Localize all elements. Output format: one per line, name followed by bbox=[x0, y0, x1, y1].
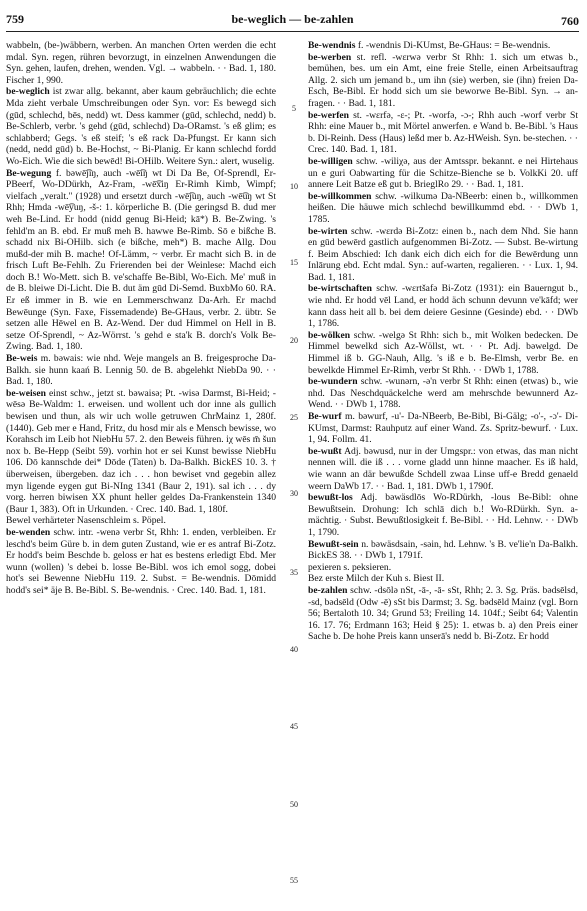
entry-body: schw. intr. -wenə verbr St, Rhh: 1. enden, verbleiben. Er leschd's beim Güre b. in dem guten Zustand, wie er es antraf Bi-Zotz. Er hodd's beim Beschde b. geloss er hat es bestens erledigt Ebd. Mer wunn (wollen) 's debei b. losse Be-Bibl. wos ich emol sogg, dobei hot's sei Bewenne NiebHu 119. 2. Subst. = Be-wendnis. Dōmidd hodd's sei* äje B. Be-Bibl. S. Be-wendnis. · Crec. 140. Bad. 1, 181. bbox=[6, 526, 279, 596]
line-number: 20 bbox=[290, 336, 298, 345]
dictionary-entry bbox=[308, 492, 581, 538]
line-number: 10 bbox=[290, 182, 298, 191]
entry-headword: Be-wegung bbox=[6, 167, 52, 179]
entry-body: f. bəwē͡jiŋ, auch -wē͡iŋ wt Di Da Be, Of-Sprendl, Er-PBeerf, Wo-DDürkh, Az-Fram, -wē͡xiŋ Er-Rimh Kimb, Wimpf; vielfach „veralt." (1928) und ersetzt durch -wē͡juŋ, auch -wē͡uŋ wt St Rhh; Hmda -wē͡yuŋ, -š-: 1. körperliche B. (Die geringsd B. dud mer weh Be-Lind. Er hodd (nidd genug Bi-Heid; kā*) B. Be-Zwing. 's fehld'm an B. ebd. Er muß meh B. hawwe Be-Rimb. Sō e bißche B. schadd nix Bi-OHilb. sich (e bißche, meh*) B. mache Allg. Dou mußd-der mih B. mache! Of-Lämm, ~ verbr. Er macht sich B. in de frisch Luft Be-Fehlh. Zu Frierenden bei der Weinlese: Machd eich doch B.! Wo-Mett. sich B. ve'schaffe Be-Bibl, Wo-Eich. Me' muß in de B. bleiwe Di-Licht. Die B. dut äm gūd Di-Semd. BuxbMo 60. RA. Er eß immer in B. wie en Lemmerschwanz Da-Arh. Er machd Bewēunge (Syn. Faxe, Fissemadende) Be-GHaus, verbr. 2. übtr. Se setzen alle Hēwel en B. Az-Wend. Der dud Himmel on Hell in B. setze Of-Sprendl, ~ Az-Wörrst. 's gehd e sta'k B. dorch's Volk Be-Zwing. Bad. 1, 180. bbox=[6, 167, 279, 353]
dictionary-entry bbox=[308, 329, 581, 376]
page-header bbox=[6, 12, 579, 28]
entry-body: schw. -wɛrtšafə Bi-Zotz (1931): ein Bauerngut b., wie nhd. Er hodd vēl Land, er hodd äch schunn devunn ve'kāfd; wer kann dass heit all b. bei dem deiere Gesinne (Gesinde) ebd. · · DWb 1, 1786. bbox=[308, 283, 581, 330]
entry-body: m. bəwurf, -u'- Da-NBeerb, Be-Bibl, Bi-Gälg; -o'-, -ɔ'- Di-KUmst, Darmst: Rauhputz auf einer Wand. Zs. Spritz-bewurf. · Lux. 1, 94. Follm. 41. bbox=[308, 411, 581, 446]
entry-body: m. bəwais: wie nhd. Weje mangels an B. freigesproche Da-Balkh. sie hunn kaań B. Lennig 50. de B. abgelehkt NiebDa 90. · · Bad. 1, 180. bbox=[6, 353, 279, 388]
left-column bbox=[6, 40, 279, 906]
dictionary-entry bbox=[308, 376, 581, 411]
entry-body: schw. -dsōlə nSt, -ā-, -ā- sSt, Rhh; 2. 3. Sg. Präs. bədsēlsd, -sd, bədsēld (Odw -ē) sSt bis Darmst; 3. Sg. bədsēld Mainz (vgl. Born 56; Bertaloth 10. 34; Grund 53; Freiling 14. 104f.; Seibt 64; Valentin 16. 17. 76; Erdmann 163; Heid § 25): 1. etwas b. a) den Preis einer Sache b. De hohe Preis kann unserā's nedd b. Bi-Zotz. Er hodd bbox=[308, 584, 581, 643]
dictionary-entry bbox=[6, 86, 279, 167]
right-column bbox=[308, 40, 581, 906]
line-number: 50 bbox=[290, 800, 298, 809]
entry-headword: Bewußt-sein bbox=[308, 538, 359, 550]
entry-headword: Be-wendnis bbox=[308, 40, 356, 51]
dictionary-entry bbox=[6, 40, 279, 86]
dictionary-entry bbox=[6, 515, 276, 527]
entry-body: wabbeln, (be-)wäbbern, werben. An manchen Orten werden die echt mdal. Syn. regen, rühren bevorzugt, in einzelnen Anwendungen die Syn. gehen, laufen, drehen, wenden. Vgl. → wabbeln. · · Bad. 1, 180. Fischer 1, 990. bbox=[6, 40, 279, 86]
entry-body: schw. -wɛrdə Bi-Zotz: einen b., nach dem Nhd. Sie hann en gūd bewērd gastlich aufgenommen Bi-Zotz. — Subst. Be-wirtung f. Beim Abschied: Ich dank eich dich eich for die Bewērdung unn Inlārung ebd. Echt mdal. Syn.: auf-warten, regalieren. · · Lux. 1, 94. Bad. 1, 181. bbox=[308, 225, 581, 283]
entry-body: Bez erste Milch der Kuh s. Biest II. bbox=[308, 573, 445, 585]
dictionary-entry bbox=[308, 538, 581, 562]
dictionary-entry bbox=[308, 40, 578, 52]
entry-headword: bewußt-los bbox=[308, 492, 353, 504]
dictionary-entry bbox=[308, 51, 581, 110]
dictionary-entry bbox=[6, 353, 279, 388]
entry-body: ist zwar allg. bekannt, aber kaum gebräuchlich; die echte Mda zieht verbale Umschreibungen oder Syn. vor: Es bewegd sich (gūd, schlechd, bēs, nedd) wt. Dess kammer (gūd, schlechd, nedd) b. Be-Schlerb, verbr. 's gehd (gūd, schlechd) Da-ORamst. 's eß glim; es schlabberd; Gegs. 's eß steif; 's eß rack Da-Pfungst. Er kann sich (nedd, nedd gūd) b. Be-Hochst, ~ Bi-Planig. Er kann schlechd fordd Wo-Eich. Wie die sich bewēd! Bi-OHilb. Weitere Syn.: alert, wuselig. bbox=[6, 86, 279, 167]
dictionary-entry bbox=[308, 411, 581, 446]
page-number-right: 760 bbox=[561, 14, 579, 28]
entry-body: pexieren s. peksieren. bbox=[308, 561, 392, 573]
entry-headword: be-weglich bbox=[6, 86, 50, 98]
dictionary-entry bbox=[6, 167, 279, 354]
entry-body: st. refl. -wɛrwə verbr St Rhh: 1. sich um etwas b., bemühen, bes. um ein Amt, eine freie Stelle, einen Arbeitsauftrag Allg. 2. sich um jemand b., um ihn (sie) werben, sie (ihn) freien Da-Esch, Be-Bibl. Er hodd sich um sie beworwe Be-Bibl. Syn. → an-fragen. · · Bad. 1, 181. bbox=[308, 51, 581, 109]
entry-body: schw. -wunərn, -ə'n verbr St Rhh: einen (etwas) b., wie nhd. Das Neschdquäckelche werd am mehrschde bewunnerd Az-Wend. · · DWb 1, 1788. bbox=[308, 376, 581, 411]
entry-body: f. -wendnis Di-KUmst, Be-GHaus: = Be-wendnis. bbox=[355, 40, 551, 51]
entry-headword: be-wölken bbox=[308, 329, 351, 341]
entry-headword: Be-weis bbox=[6, 353, 38, 365]
entry-headword: Be-wurf bbox=[308, 411, 342, 422]
header-rule bbox=[6, 31, 579, 32]
page-number-left: 759 bbox=[6, 12, 24, 26]
entry-headword: be-willkommen bbox=[308, 190, 372, 202]
entry-body: Adj. bəwusd, nur in der Umgspr.: von etwas, das man nicht nennen will. die iß . . . vorne gladd unn hinne maacher. Es iß hald, wie wann an där bewußde Schdell zwaa Linse uff-e Bredd genaeld weern DaWb 17. · · Bad. 1, 181. DWb 1, 1790f. bbox=[308, 445, 581, 492]
dictionary-entry bbox=[308, 573, 578, 585]
line-number: 40 bbox=[290, 645, 298, 654]
entry-headword: be-wenden bbox=[6, 526, 51, 538]
line-number: 35 bbox=[290, 568, 298, 577]
line-number: 30 bbox=[290, 489, 298, 498]
entry-headword: be-willigen bbox=[308, 155, 353, 167]
dictionary-entry bbox=[308, 225, 581, 284]
dictionary-entry bbox=[308, 283, 581, 330]
dictionary-entry bbox=[308, 584, 581, 643]
entry-body: Bewel verhärteter Nasenschleim s. Pöpel. bbox=[6, 515, 166, 527]
entry-headword: be-wirtschaften bbox=[308, 283, 372, 295]
dictionary-entry bbox=[308, 155, 581, 191]
entry-headword: be-zahlen bbox=[308, 584, 348, 596]
dictionary-entry bbox=[6, 387, 279, 516]
entry-body: schw. -welgə St Rhh: sich b., mit Wolken bedecken. De Himmel bewelkd sich Az-Wöllst, wt. · · Pt. Adj. bəwelgd. De Himmel iß b. GG-Nauh, Allg. 's iß e b. Be-Elmsh, verbr Be. en bewelkde Himmel Er-Rimh, verbr St Rhh. · · DWb 1, 1788. bbox=[308, 329, 581, 376]
dictionary-entry bbox=[308, 109, 581, 156]
entry-headword: be-werfen bbox=[308, 109, 350, 121]
entry-headword: be-wundern bbox=[308, 376, 358, 388]
entry-headword: be-wußt bbox=[308, 445, 342, 457]
entry-headword: be-weisen bbox=[6, 387, 46, 399]
entry-body: Adj. bəwäsdlōs Wo-RDürkh, -lous Be-Bibl: ohne Bewußtsein. Drohung: Ich schlā dich b.! Wo-RDürkh. Syn. a-mächtig. · Subst. Bewußtlosigkeit f. Be-Bibl. · · Hd. Lehnw. · · DWb 1, 1790. bbox=[308, 492, 581, 538]
entry-body: einst schw., jetzt st. bəwaisə; Pt. -wisə Darmst, Bi-Heid; -wēsə Be-Waldm: 1. erweisen. und wollent uch dor inne als gullich bewisen und thun, als wir uch wolle getruwen ChrMainz 1, 280f. (1440). Geb mer e Hand, Fritz, du hosd mir als e Mensch bewisse, wo Korahsch im Leib hot NiebHu 57. 2. den Beweis führen. iχ wēs m̄ šun nox b. Be-Hepp (Seibt 59). vorhin hot er sei Kunst bewisse NiebHu 106. Dō kannschde dei* Dōde (Taten) b. Da-Balkh. BickES 10. 3. † überweisen, übergeben. daz ich . . . hon bewiset vnd gegebin allez myn ligende eygen gut Bi-NIng 1341 (Baur 2, 191). sal ich . . . dy vorg. herren biwisen XX phunt heller geldes Da-Frankenstein 1340 (Baur 1, 383). Oft in Urkunden. · Crec. 140. Bad. 1, 180f. bbox=[6, 387, 279, 515]
entry-body: schw. -wilkumə Da-NBeerb: einen b., willkommen heißen. Die häuwe mich schlechd bewillkummd ebd. · · DWb 1, 1785. bbox=[308, 190, 581, 225]
entry-body: n. bəwäsdsain, -səin, hd. Lehnw. 's B. ve'lie'n Da-Balkh. BickES 38. · · DWb 1, 1791f. bbox=[308, 538, 581, 562]
dictionary-entry bbox=[308, 445, 581, 492]
entry-headword: be-werben bbox=[308, 51, 352, 63]
entry-headword: be-wirten bbox=[308, 225, 348, 237]
dictionary-entry bbox=[6, 526, 279, 597]
line-number: 45 bbox=[290, 722, 298, 731]
line-number: 55 bbox=[290, 876, 298, 885]
dictionary-entry bbox=[308, 190, 581, 226]
entry-body: st. -wɛrfə, -ɛ-; Pt. -worfə, -ɔ-; Rhh auch -worf verbr St Rhh: eine Mauer b., mit Mörtel anwerfen. e Wand b. Be-Bibl. 's Haus b. Di-Reinh. Dess (Haus) leßd mer b. Az-HWeish. Syn. be-stechen. · · Crec. 140. Bad. 1, 181. bbox=[308, 109, 581, 156]
line-number: 15 bbox=[290, 258, 298, 267]
running-head: be-weglich — be-zahlen bbox=[231, 12, 354, 26]
entry-body: schw. -wiliχə, aus der Amtsspr. bekannt. e nei Hirtehaus un e guri Oabwarting für die Schitze-Bienche se b. VolkKi 20. uff annere Leit Batze eß gut b. BrieglRo 29. · · Bad. 1, 181. bbox=[308, 155, 581, 191]
dictionary-entry bbox=[308, 562, 578, 574]
line-number: 5 bbox=[292, 104, 296, 113]
line-number: 25 bbox=[290, 413, 298, 422]
